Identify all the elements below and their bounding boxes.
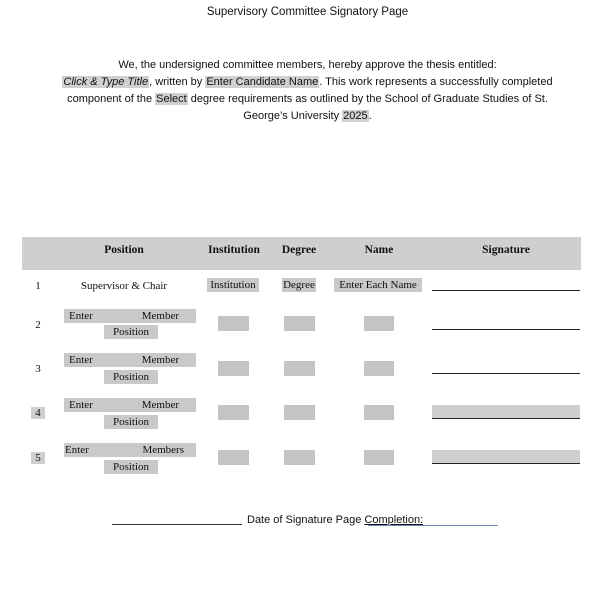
- intro-text-2: , written by: [149, 76, 206, 88]
- row-number: 1: [35, 280, 41, 292]
- position-word-enter: Enter: [65, 444, 89, 456]
- date-completion-line[interactable]: [368, 525, 498, 526]
- name-field[interactable]: [364, 405, 394, 420]
- degree-field[interactable]: [284, 405, 315, 420]
- institution-field[interactable]: [218, 316, 249, 331]
- position-cell: Supervisor & Chair: [80, 280, 168, 292]
- header-position: Position: [104, 244, 144, 256]
- row-number: 3: [35, 363, 41, 375]
- row-number: 5: [31, 452, 45, 464]
- position-field-bottom[interactable]: Position: [104, 415, 158, 429]
- degree-field[interactable]: [284, 361, 315, 376]
- signature-line[interactable]: [432, 290, 580, 291]
- position-word-enter: Enter: [69, 310, 93, 322]
- approval-statement: [60, 57, 555, 125]
- degree-field[interactable]: [284, 450, 315, 465]
- degree-select-field[interactable]: Select: [156, 93, 187, 105]
- institution-field[interactable]: [218, 450, 249, 465]
- degree-field[interactable]: Degree: [283, 279, 315, 291]
- name-field[interactable]: [364, 450, 394, 465]
- intro-text-5: .: [368, 110, 372, 122]
- position-field[interactable]: [64, 398, 196, 412]
- position-field[interactable]: [64, 443, 196, 457]
- position-word-enter: Enter: [69, 354, 93, 366]
- institution-field[interactable]: [218, 405, 249, 420]
- signature-field[interactable]: [432, 450, 580, 464]
- position-field-bottom[interactable]: Position: [104, 325, 158, 339]
- position-field[interactable]: [64, 309, 196, 323]
- header-degree: Degree: [281, 244, 317, 256]
- position-word-members: Members: [142, 444, 184, 456]
- date-completion-link[interactable]: Completion:: [364, 514, 424, 526]
- intro-text-4: degree requirements as outlined by the School of Graduate Studies of St. George’s University: [187, 93, 548, 122]
- institution-field[interactable]: [218, 361, 249, 376]
- row-number: 4: [31, 407, 45, 419]
- position-field-bottom[interactable]: Position: [104, 370, 158, 384]
- date-label-text: Date of Signature Page: [247, 514, 362, 526]
- header-name: Name: [364, 244, 394, 256]
- date-line[interactable]: [112, 524, 242, 525]
- position-field[interactable]: [64, 353, 196, 367]
- intro-text-1: We, the undersigned committee members, hereby approve the thesis entitled:: [118, 59, 497, 71]
- candidate-name-field[interactable]: Enter Candidate Name: [206, 76, 319, 88]
- thesis-title-field[interactable]: Click & Type Title: [63, 76, 149, 88]
- intro-text-3: . This work represents a successfully completed component of the: [67, 76, 553, 105]
- year-field[interactable]: 2025: [343, 110, 368, 122]
- signature-line[interactable]: [432, 329, 580, 330]
- name-field[interactable]: Enter Each Name: [334, 278, 422, 292]
- header-institution: Institution: [208, 244, 260, 256]
- position-word-member: Member: [141, 310, 179, 322]
- position-word-member: Member: [141, 354, 179, 366]
- name-field[interactable]: [364, 316, 394, 331]
- position-word-member: Member: [141, 399, 179, 411]
- position-word-enter: Enter: [69, 399, 93, 411]
- row-number: 2: [35, 319, 41, 331]
- signature-field[interactable]: [432, 405, 580, 419]
- position-field-bottom[interactable]: Position: [104, 460, 158, 474]
- page-title: Supervisory Committee Signatory Page: [206, 6, 409, 18]
- degree-field[interactable]: [284, 316, 315, 331]
- name-field[interactable]: [364, 361, 394, 376]
- institution-field[interactable]: Institution: [207, 278, 259, 292]
- signature-line[interactable]: [432, 373, 580, 374]
- header-signature: Signature: [482, 244, 530, 256]
